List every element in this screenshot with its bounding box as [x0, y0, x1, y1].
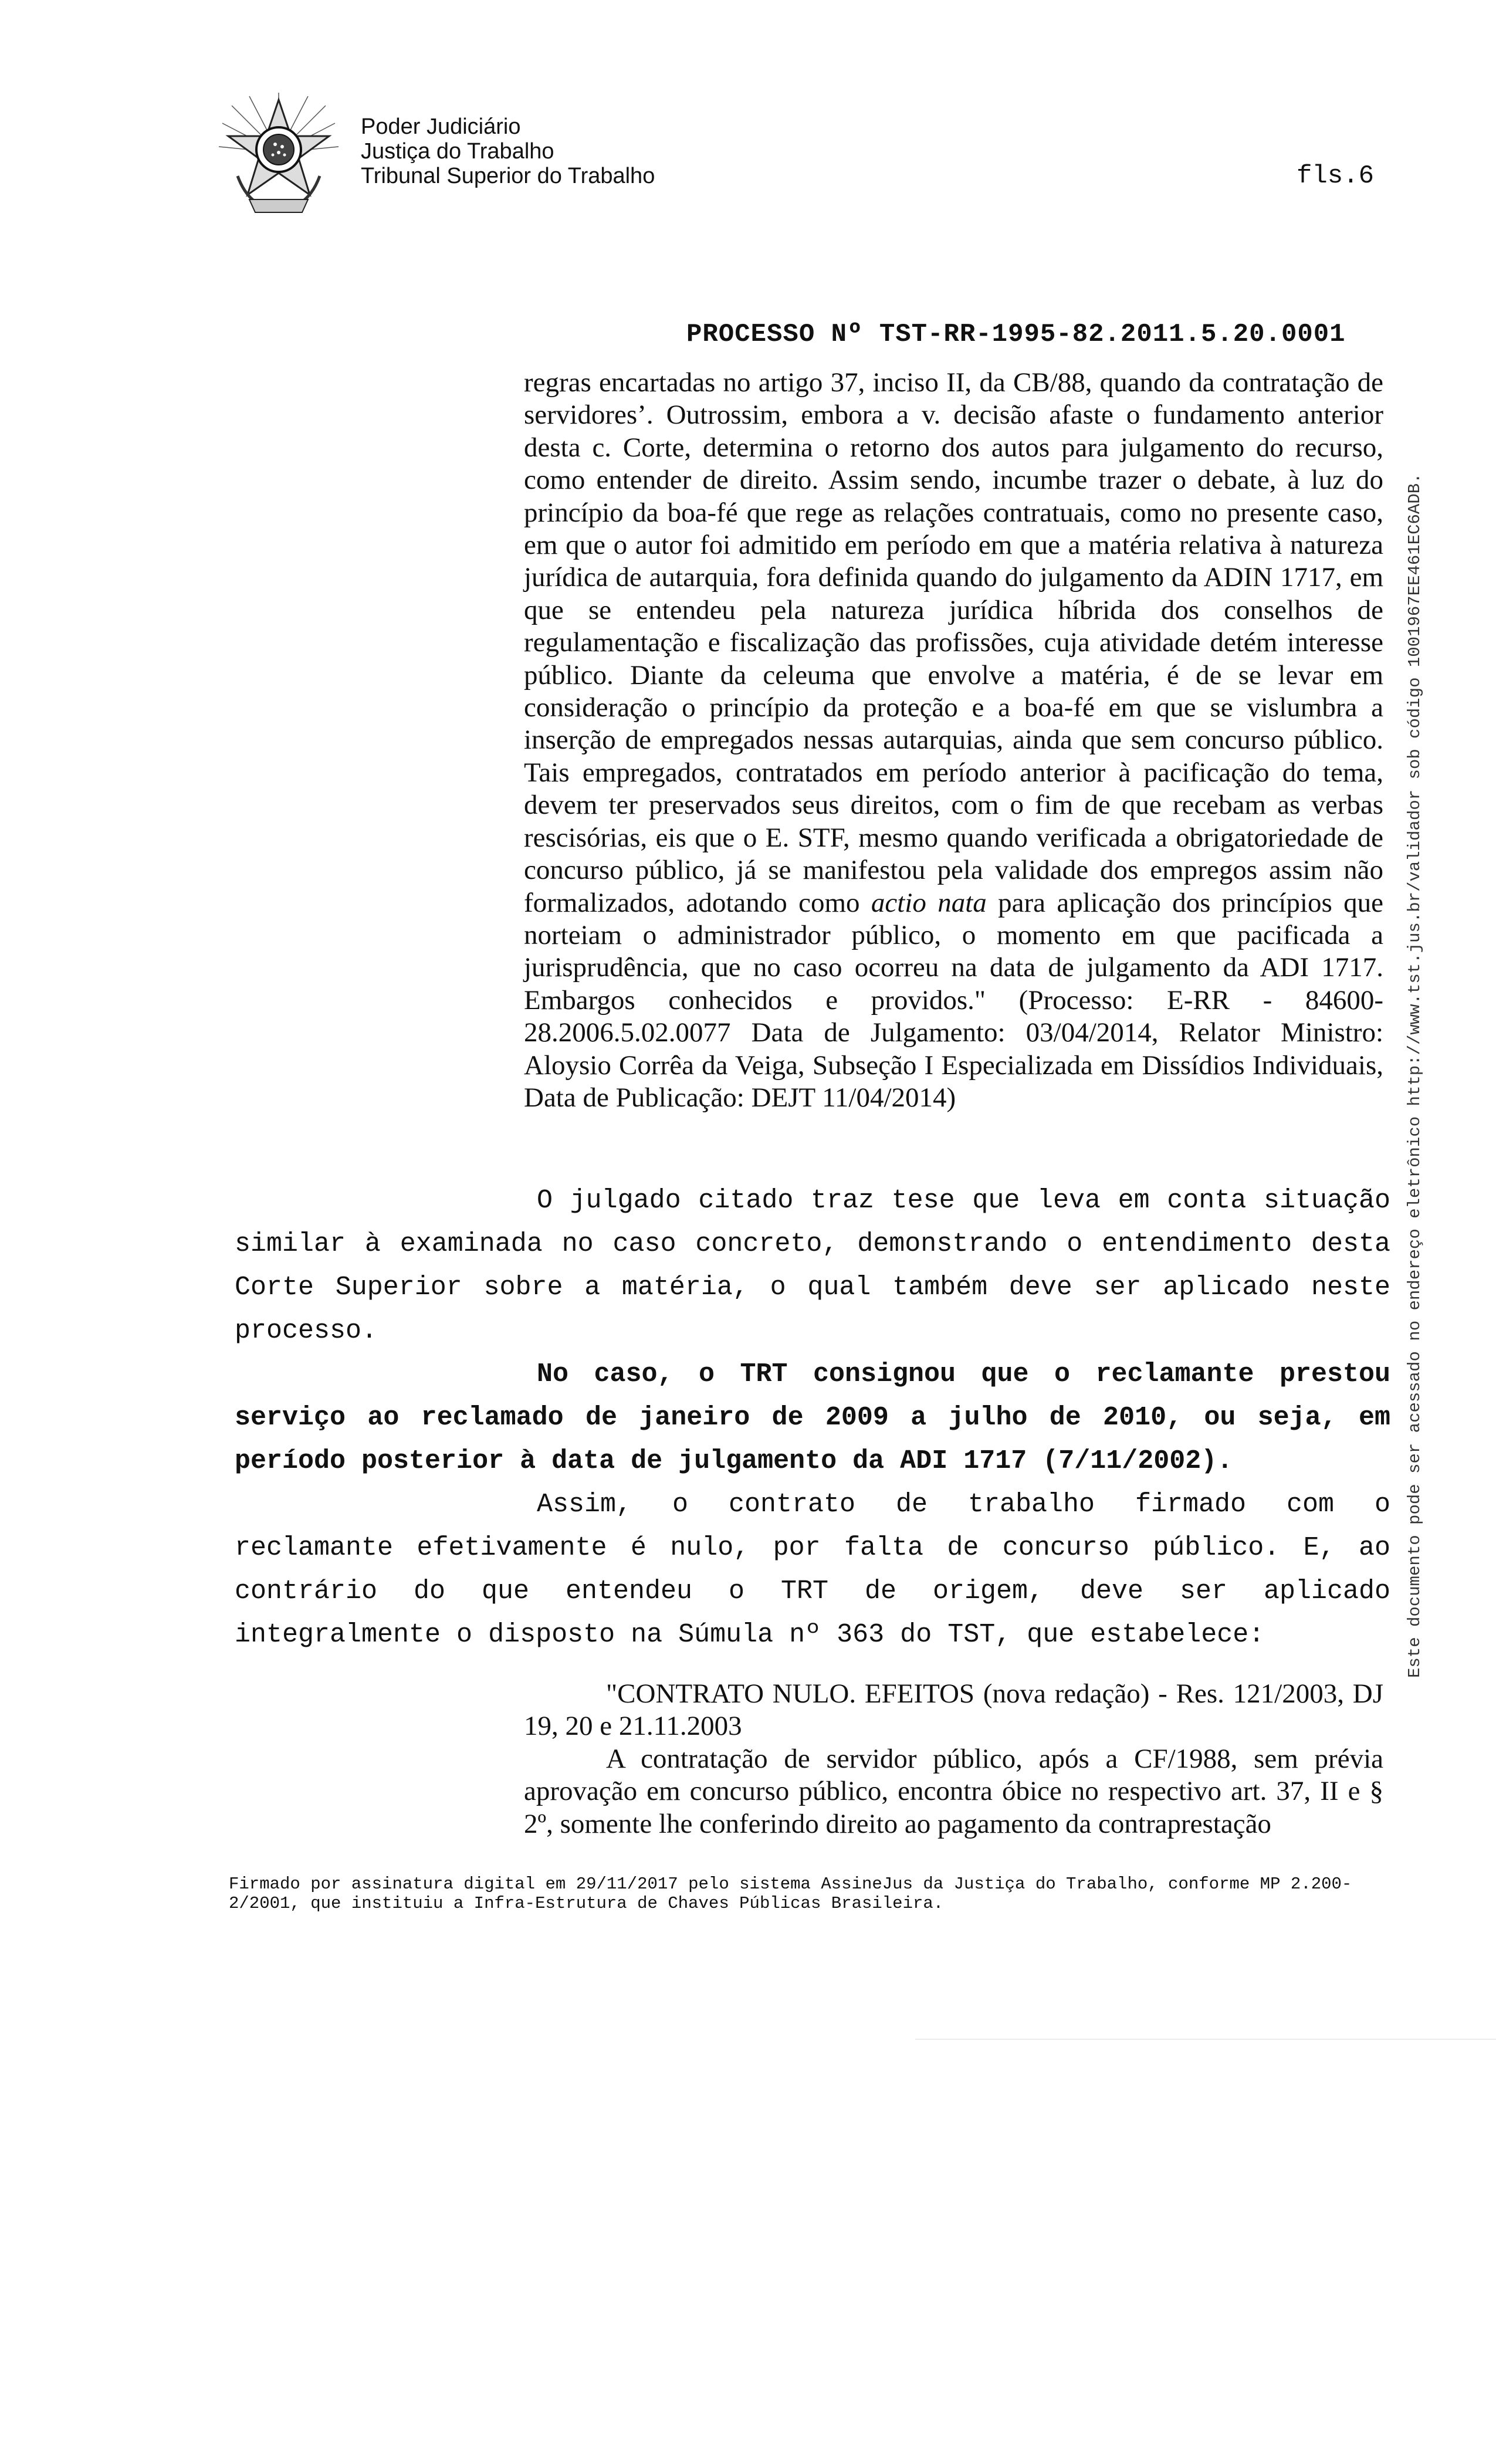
- paragraph-trt-finding: No caso, o TRT consignou que o reclamante prestou serviço ao reclamado de janeiro de 2009 a julho de 2010, ou seja, em período posterior à data de julgamento da ADI 1717 (7/11/2002).: [235, 1359, 1390, 1476]
- header-line-judiciary: Poder Judiciário: [361, 114, 521, 139]
- sumula-quote: [524, 1678, 1383, 1840]
- validation-side-note: Este documento pode ser acessado no endereço eletrônico http://www.tst.jus.br/validador sob código 1001967EE461EC6ADB.: [1405, 473, 1424, 1678]
- header-line-justice: Justiça do Trabalho: [361, 139, 554, 164]
- digital-signature-footer: Firmado por assinatura digital em 29/11/2017 pelo sistema AssineJus da Justiça do Trabalho, conforme MP 2.200-2/2001, que instituiu a Infra-Estrutura de Chaves Públicas Brasileira.: [229, 1874, 1352, 1913]
- quote-text-continued: para aplicação dos princípios que norteiam o administrador público, o momento em que pacificada a jurisprudência, que no caso ocorreu na data de julgamento da ADI 1717. Embargos conhecidos e providos." (Processo: E-RR - 84600-28.2006.5.02.0077 Data de Julgamento: 03/04/2014, Relator Ministro: Aloysio Corrêa da Veiga, Subseção I Especializada em Dissídios Individuais, Data de Publicação: DEJT 11/04/2014): [524, 887, 1383, 1113]
- footer-divider: [915, 2039, 1496, 2040]
- sumula-title: "CONTRATO NULO. EFEITOS (nova redação) - Res. 121/2003, DJ 19, 20 e 21.11.2003: [524, 1678, 1383, 1742]
- main-body: [235, 1179, 1390, 1657]
- paragraph-null-contract: Assim, o contrato de trabalho firmado com o reclamante efetivamente é nulo, por falta de concurso público. E, ao contrário do que entendeu o TRT de origem, deve ser aplicado integralmente o disposto na Súmula nº 363 do TST, que estabelece:: [235, 1490, 1390, 1650]
- sumula-text: A contratação de servidor público, após a CF/1988, sem prévia aprovação em concurso público, encontra óbice no respectivo art. 37, II e § 2º, somente lhe conferindo direito ao pagamento da contraprestação: [524, 1743, 1383, 1839]
- quote-italic-term: actio nata: [871, 887, 987, 918]
- process-number: PROCESSO Nº TST-RR-1995-82.2011.5.20.0001: [686, 320, 1346, 349]
- page-number: fls.6: [1297, 161, 1375, 191]
- jurisprudence-quote: [524, 367, 1383, 1114]
- quote-text: regras encartadas no artigo 37, inciso II, da CB/88, quando da contratação de servidores’. Outrossim, embora a v. decisão afaste o fundamento anterior desta c. Corte, determina o retorno dos autos para julgamento do recurso, como entender de direito. Assim sendo, incumbe trazer o debate, à luz do princípio da boa-fé que rege as relações contratuais, como no presente caso, em que o autor foi admitido em período em que a matéria relativa à natureza jurídica de autarquia, fora definida quando do julgamento da ADIN 1717, em que se entendeu pela natureza jurídica híbrida dos conselhos de regulamentação e fiscalização das profissões, cuja atividade detém interesse público. Diante da celeuma que envolve a matéria, é de se levar em consideração o princípio da proteção e a boa-fé em que se vislumbra a inserção de empregados nessas autarquias, ainda que sem concurso público. Tais empregados, contratados em período anterior à pacificação do tema, devem ter preservados seus direitos, com o fim de que recebam as verbas rescisórias, eis que o E. STF, mesmo quando verificada a obrigatoriedade de concurso público, já se manifestou pela validade dos empregos assim não formalizados, adotando como: [524, 367, 1383, 918]
- institution-header: [361, 114, 655, 188]
- coat-of-arms-seal-icon: [214, 88, 343, 217]
- paragraph-cited-judgment: O julgado citado traz tese que leva em conta situação similar à examinada no caso concreto, demonstrando o entendimento desta Corte Superior sobre a matéria, o qual também deve ser aplicado neste processo.: [235, 1186, 1390, 1346]
- header-line-tribunal: Tribunal Superior do Trabalho: [361, 164, 655, 188]
